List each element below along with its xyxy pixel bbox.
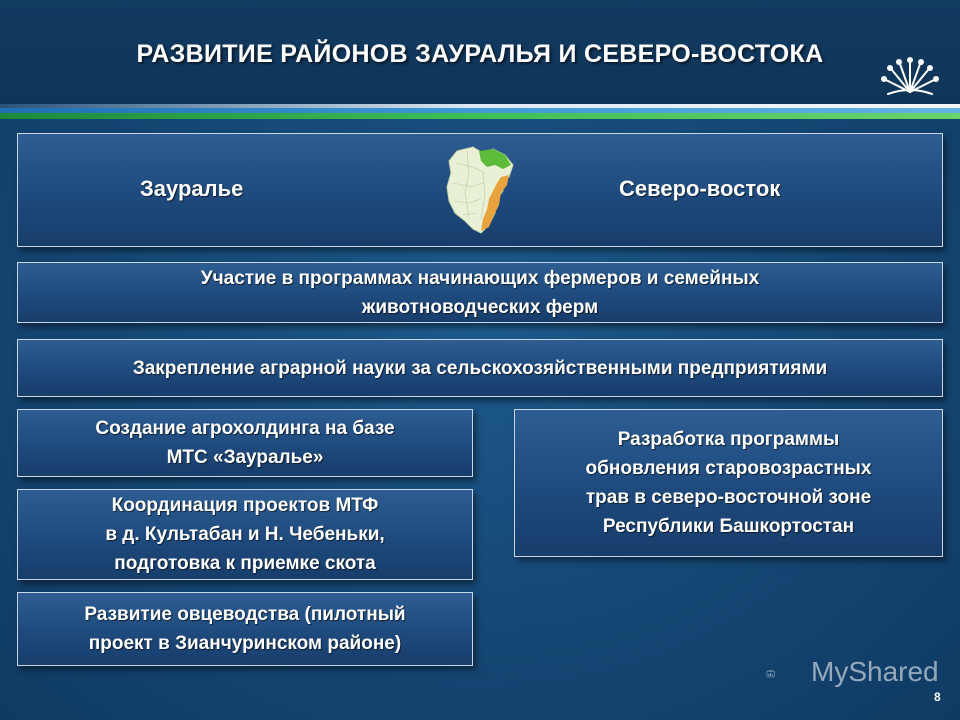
page-number: 8 [934,690,941,704]
farmers-programs-text: Участие в программах начинающих фермеров и семейных животноводческих ферм [200,267,760,318]
coordination-text: Координация проектов МТФ в д. Культабан и Н. Чебеньки, подготовка к приемке скота [105,495,385,574]
agrarian-science-text: Закрепление аграрной науки за сельскохозяйственными предприятиями [132,357,828,379]
agroholding-text: Создание агрохолдинга на базе МТС «Зауралье» [95,418,395,468]
slide-title: РАЗВИТИЕ РАЙОНОВ ЗАУРАЛЬЯ И СЕВЕРО-ВОСТОКА [136,40,824,68]
agroholding-box [17,409,473,477]
bashkortostan-map-icon [443,143,519,237]
region-label-trans-urals: Зауралье [140,176,244,201]
coordination-box [17,489,473,580]
watermark-text: MyShared [811,656,939,687]
flower-emblem-icon [878,52,942,100]
sheep-breeding-box [17,592,473,666]
farmers-programs-box [17,262,943,323]
agrarian-science-box [17,339,943,397]
myshared-logo-icon [766,654,810,694]
region-label-north-east: Северо-восток [619,176,781,201]
sheep-breeding-text: Развитие овцеводства (пилотный проект в Зианчуринском районе) [84,604,406,654]
header-stripe-green [0,113,960,119]
grass-renewal-text: Разработка программы обновления старовозрастных трав в северо-восточной зоне Республики Башкортостан [585,429,872,537]
grass-renewal-box [514,409,943,557]
